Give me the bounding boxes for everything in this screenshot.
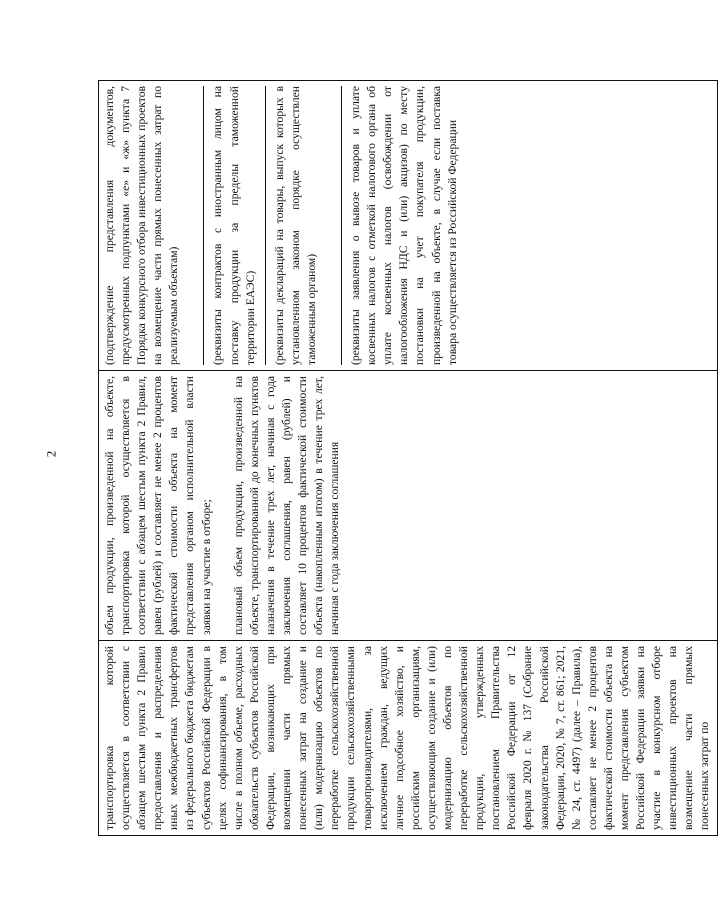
doc-block-4: (реквизиты заявления о вывозе товаров и уплате косвенных налогов с отметкой налогового органа об уплате косвенных налогов (освобождении от налогообложения НДС и (или) акцизов) по месту постановки на учет покупателя продукции, произведенной на объекте, в случае если поставка товара осуществляется из Российской Федерации — [349, 86, 459, 365]
doc-block-2: (реквизиты контрактов с иностранным лицом на поставку продукции за пределы таможенной территории ЕАЭС) — [211, 86, 257, 365]
separator-line — [203, 86, 204, 365]
separator-line — [265, 86, 266, 365]
spacer — [326, 86, 336, 365]
spacer — [221, 376, 231, 635]
spacer — [188, 86, 198, 365]
doc-block-1: (подтверждение представления документов, предусмотренных подпунктами «е» и «ж» пункта 7 Порядка конкурсного отбора инвестиционных проектов на возмещение части прямых понесенных затрат по реализуемым объектам) — [103, 86, 181, 365]
table-cell-criteria — [99, 641, 718, 836]
page-number: 2 — [43, 450, 59, 458]
rotated-page — [98, 80, 712, 836]
document-table — [98, 80, 718, 836]
value-block-2: плановый объем продукции, произведенной на объекте, транспортированной до конечных пунктов назначения в течение трех лет, начиная с года заключения соглашения, равен (рублей) и составляет 10 процентов фактической стоимости объекта (накопленным итогом) в течение трех лет, начиная с года заключения соглашения — [231, 376, 342, 635]
table-row — [99, 81, 718, 836]
criteria-text: транспортировка которой осуществляется в соответствии с абзацем шестым пункта 2 Правил предоставления и распределения иных межбюджетных трансфертов из федерального бюджета бюджетам субъектов Российской Федерации в целях софинансирования, в том числе в полном объеме, расходных обязательств субъектов Российской Федерации, возникающих при возмещении части прямых понесенных затрат на создание и (или) модернизацию объектов по переработке сельскохозяйственной продукции сельскохозяйственными товаропроизводителями, за исключением граждан, ведущих личное подсобное хозяйство, и российским организациям, осуществляющим создание и (или) модернизацию объектов по переработке сельскохозяйственной продукции, утвержденных постановлением Правительства Российской Федерации от 12 февраля 2020 г. № 137 (Собрание законодательства Российской Федерации, 2020, № 7, ст. 861; 2021, № 24, ст. 4497) (далее – Правила), составляет не менее 2 процентов фактической стоимости объекта на момент представления субъектом Российской Федерации заявки на участие в конкурсном отборе инвестиционных проектов на возмещение части прямых понесенных затрат по — [103, 646, 712, 830]
separator-line — [341, 86, 342, 365]
value-block-1: объем продукции, произведенной на объекте, транспортировка которой осуществляется в соответствии с абзацем шестым пункта 2 Правил, равен (рублей) и составляет не менее 2 процентов фактической стоимости объекта на момент представления органом исполнительной власти заявки на участие в отборе; — [103, 376, 213, 635]
table-cell-values — [99, 371, 718, 641]
table-cell-documents — [99, 81, 718, 371]
doc-block-3: (реквизиты деклараций на товары, выпуск которых в установленном законом порядке осуществлен таможенным органом) — [272, 86, 318, 365]
